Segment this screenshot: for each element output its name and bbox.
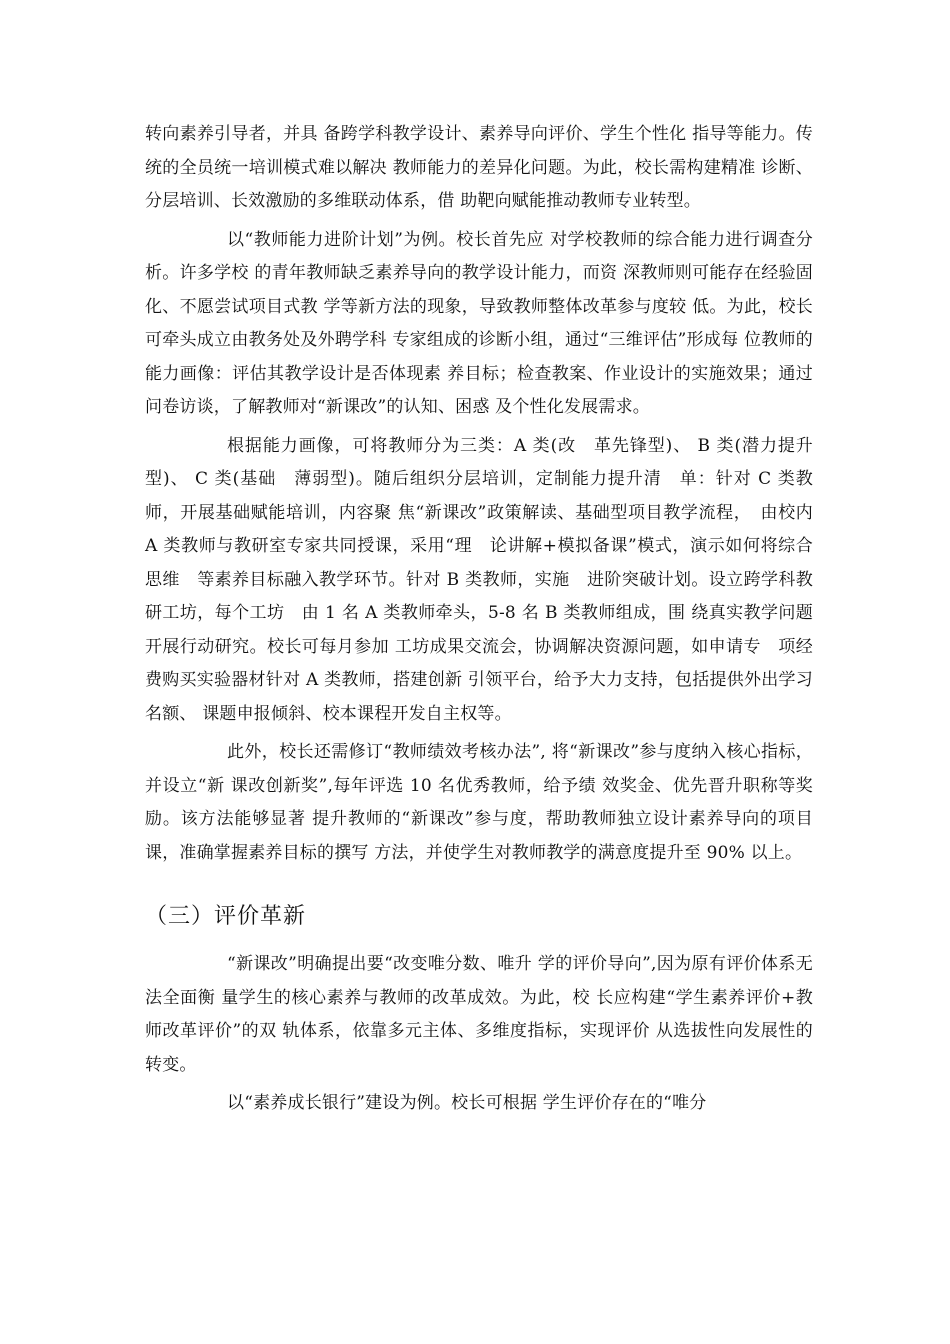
section-heading-evaluation-innovation: （三）评价革新 <box>145 904 307 929</box>
paragraph-growth-bank: 以“素养成长银行”建设为例。校长可根据 学生评价存在的“唯分 <box>227 1093 707 1113</box>
document-body <box>145 118 813 1121</box>
paragraph-ability-plan: 以“教师能力进阶计划”为例。校长首先应 对学校教师的综合能力进行调查分析。许多学校 的青年教师缺乏素养导向的教学设计能力，而资 深教师则可能存在经验固化、不愿尝试项目式教 学等新方法的现象，导致教师整体改革参与度较 低。为此，校长可牵头成立由教务处及外聘学科 专家组成的诊断小组，通过“三维评估”形成每 位教师的能力画像：评估其教学设计是否体现素 养目标；检查教案、作业设计的实施效果；通过 问卷访谈，了解教师对“新课改”的认知、困惑 及个性化发展需求。 <box>145 229 813 417</box>
paragraph-dual-track-evaluation: “新课改”明确提出要“改变唯分数、唯升 学的评价导向”,因为原有评价体系无法全面衡 量学生的核心素养与教师的改革成效。为此，校 长应构建“学生素养评价+教师改革评价”的双 轨体系，依靠多元主体、多维度指标，实现评价 从选拔性向发展性的转变。 <box>145 954 813 1075</box>
paragraph-teacher-transformation: 转向素养引导者，并具 备跨学科教学设计、素养导向评价、学生个性化 指导等能力。传统的全员统一培训模式难以解决 教师能力的差异化问题。为此，校长需构建精准 诊断、分层培训、长效激励的多维联动体系，借 助靶向赋能推动教师专业转型。 <box>145 124 813 211</box>
paragraph-performance-assessment: 此外，校长还需修订“教师绩效考核办法”, 将“新课改”参与度纳入核心指标，并设立“新 课改创新奖”,每年评选 10 名优秀教师，给予绩 效奖金、优先晋升职称等奖励。该方法能够显著 提升教师的“新课改”参与度，帮助教师独立设计素养导向的项目课，准确掌握素养目标的撰写 方法，并使学生对教师教学的满意度提升至 90% 以上。 <box>145 742 813 863</box>
paragraph-tiered-training: 根据能力画像，可将教师分为三类：A 类(改 革先锋型)、 B 类(潜力提升型)、 C 类(基础 薄弱型)。随后组织分层培训，定制能力提升清 单：针对 C 类教师，开展基础赋能培训，内容聚 焦“新课改”政策解读、基础型项目教学流程， 由校内 A 类教师与教研室专家共同授课，采用“理 论讲解+模拟备课”模式，演示如何将综合思维 等素养目标融入教学环节。针对 B 类教师，实施 进阶突破计划。设立跨学科教研工坊，每个工坊 由 1 名 A 类教师牵头，5-8 名 B 类教师组成，围 绕真实教学问题开展行动研究。校长可每月参加 工坊成果交流会，协调解决资源问题，如申请专 项经费购买实验器材针对 A 类教师，搭建创新 引领平台，给予大力支持，包括提供外出学习名额、 课题申报倾斜、校本课程开发自主权等。 <box>145 435 813 724</box>
